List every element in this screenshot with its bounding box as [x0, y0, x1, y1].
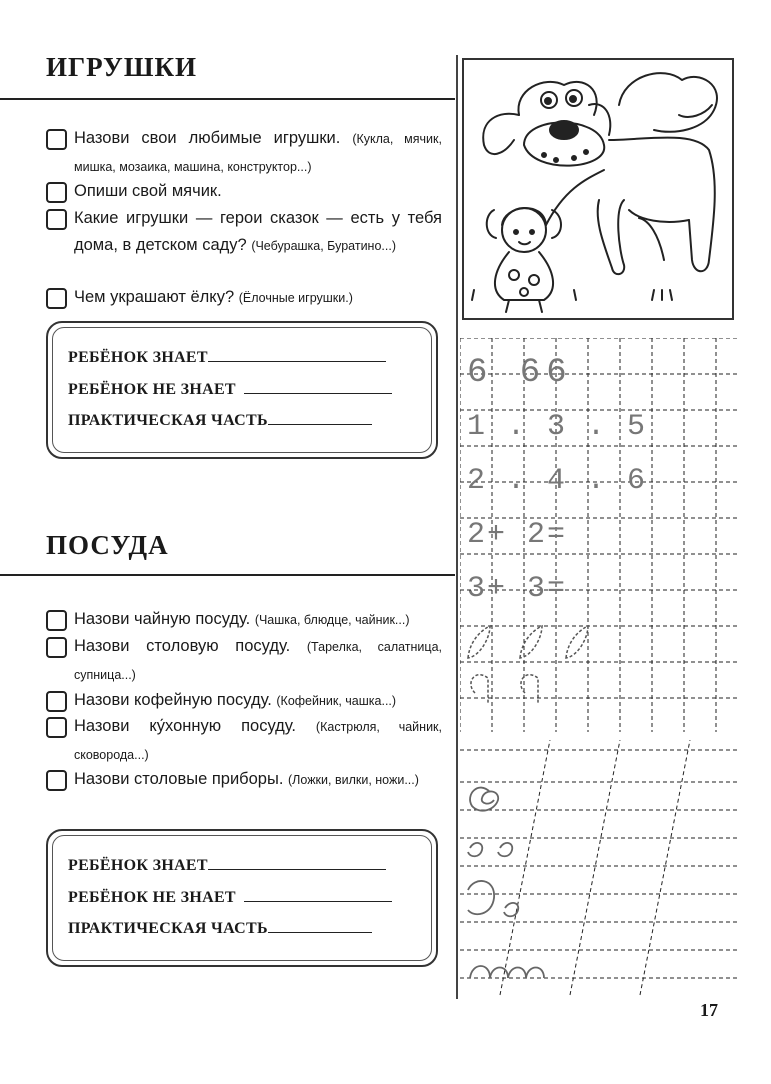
task-checkbox[interactable] — [46, 717, 67, 738]
copy-row: 6 66 — [467, 354, 573, 392]
task-item: Назови столовую посуду. (Тарелка, салатница, супница...) — [46, 633, 442, 689]
task-item: Назови ку́хонную посуду. (Кастрюля, чайник, сковорода...) — [46, 713, 442, 769]
section-title-dishes: ПОСУДА — [46, 530, 169, 560]
answer-blank[interactable] — [244, 887, 392, 902]
task-item: Назови чайную посуду. (Чашка, блюдце, чайник...) — [46, 606, 442, 634]
section-title-toys: ИГРУШКИ — [46, 52, 198, 82]
dog-and-doll-drawing — [464, 60, 732, 318]
answer-blank[interactable] — [208, 347, 386, 362]
task-item: Какие игрушки — герои сказок — есть у тебя дома, в детском саду? (Чебурашка, Буратино...) — [46, 205, 442, 260]
copy-row: 2+ 2= — [467, 518, 568, 552]
assessment-box — [46, 321, 438, 459]
task-checkbox[interactable] — [46, 209, 67, 230]
task-checkbox[interactable] — [46, 288, 67, 309]
answer-blank[interactable] — [244, 379, 392, 394]
copy-row: 1 . 3 . 5 — [467, 410, 648, 444]
task-item: Чем украшают ёлку? (Ёлочные игрушки.) — [46, 284, 442, 312]
task-item: Назови свои любимые игрушки. (Кукла, мячик, мишка, мозаика, машина, конструктор...) — [46, 125, 442, 181]
task-checkbox[interactable] — [46, 691, 67, 712]
answer-blank[interactable] — [208, 855, 386, 870]
task-item: Назови столовые приборы. (Ложки, вилки, ножи...) — [46, 766, 442, 794]
answer-blank[interactable] — [268, 410, 372, 425]
copy-row: 2 . 4 . 6 — [467, 464, 648, 498]
not-knows-line: РЕБЁНОК НЕ ЗНАЕТ — [68, 887, 392, 907]
assessment-box — [46, 829, 438, 967]
task-checkbox[interactable] — [46, 182, 67, 203]
task-checkbox[interactable] — [46, 770, 67, 791]
task-checkbox[interactable] — [46, 129, 67, 150]
section-divider — [0, 574, 455, 576]
task-item: Назови кофейную посуду. (Кофейник, чашка...) — [46, 687, 442, 715]
section-divider — [0, 98, 455, 100]
practical-line: ПРАКТИЧЕСКАЯ ЧАСТЬ — [68, 410, 372, 430]
not-knows-line: РЕБЁНОК НЕ ЗНАЕТ — [68, 379, 392, 399]
coloring-picture — [462, 58, 734, 320]
task-checkbox[interactable] — [46, 637, 67, 658]
task-item: Опиши свой мячик. — [46, 178, 442, 205]
task-checkbox[interactable] — [46, 610, 67, 631]
answer-blank[interactable] — [268, 918, 372, 933]
knows-line: РЕБЁНОК ЗНАЕТ — [68, 855, 386, 875]
handwriting-lines — [460, 740, 738, 1000]
column-divider — [456, 55, 458, 999]
knows-line: РЕБЁНОК ЗНАЕТ — [68, 347, 386, 367]
copy-row: 3+ 3= — [467, 572, 568, 606]
page-number: 17 — [700, 1000, 718, 1020]
practical-line: ПРАКТИЧЕСКАЯ ЧАСТЬ — [68, 918, 372, 938]
